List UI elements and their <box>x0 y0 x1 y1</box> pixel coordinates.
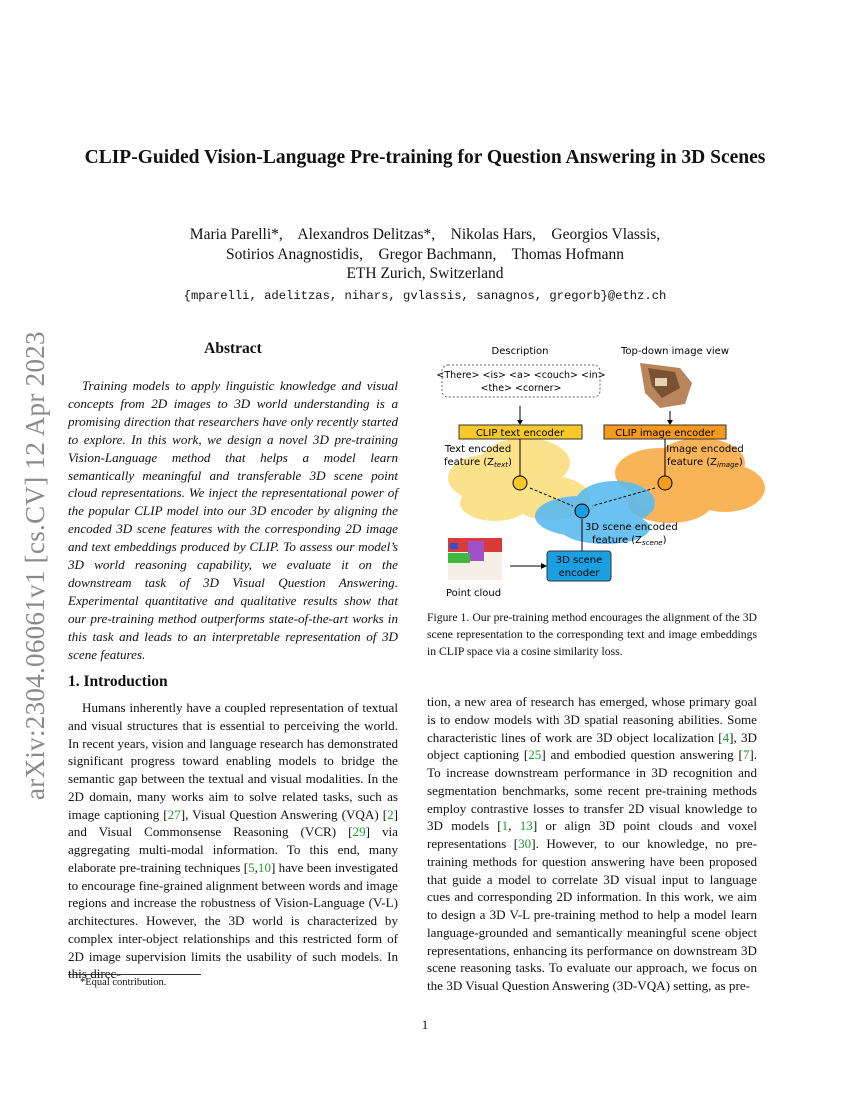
description-line-1: <There> <is> <a> <couch> <in> <box>436 370 606 381</box>
text-run: ] via aggregating multi-modal information. To this end, many elaborate pre-training techniques [ <box>68 824 398 875</box>
text-run: Humans inherently have a coupled representation of textual and visual structures that is essential to perceiving the world. In recent years, vision and language research has demonstrated significant progress toward enabling models to bridge the semantic gap between the textual and visual modalities. In the 2D domain, many works aim to solve related tasks, such as image captioning [ <box>68 700 398 822</box>
figure-1 <box>430 338 775 600</box>
text-run: ], 3D object captioning [ <box>427 729 757 763</box>
intro-paragraph-left <box>68 699 398 983</box>
point-cloud-image <box>448 538 502 580</box>
text-run: ] and embodied question answering [ <box>541 747 743 763</box>
text-feature-node <box>513 476 527 490</box>
scene-feature-label-1: 3D scene encoded <box>585 522 678 533</box>
text-run: ] or align 3D point clouds and voxel representations [ <box>427 818 758 851</box>
citation-link[interactable]: 30 <box>518 836 532 851</box>
scene-encoder-label-1: 3D scene <box>555 555 603 566</box>
citation-link[interactable]: 1 <box>501 818 509 834</box>
citation-link[interactable]: 2 <box>387 806 394 822</box>
clip-text-encoder-label: CLIP text encoder <box>475 428 565 439</box>
text-run: ], Visual Question Answering (VQA) [ <box>180 806 388 822</box>
description-line-2: <the> <corner> <box>480 383 562 394</box>
image-view-label: Top-down image view <box>621 346 729 357</box>
text-feature-label-1: Text encoded <box>444 444 512 455</box>
text-feature-label-2: feature $(Z_{text})$ <box>444 457 512 469</box>
arxiv-identifier: arXiv:2304.06061v1 [cs.CV] 12 Apr 2023 <box>20 331 50 800</box>
figure-caption: Figure 1. Our pre-training method encourages the alignment of the 3D scene representation to the corresponding text and image embeddings in CLIP space via a cosine similarity loss. <box>427 611 757 659</box>
paper-title: CLIP-Guided Vision-Language Pre-training for Question Answering in 3D Scenes <box>84 147 766 168</box>
text-run: , <box>254 859 258 875</box>
text-run: ] have been investigated to encourage fine-grained alignment between words and image regions and increase the robustness of Vision-Language (V-L) architectures. However, the 3D world is characterized by complex inter-object relationships and this restricted form of 2D image supervision limits the usability of such models. In this direc- <box>68 859 398 982</box>
scene-feature-label-2: feature $(Z_{scene})$ <box>592 535 667 547</box>
point-cloud-label: Point cloud <box>446 588 502 599</box>
image-feature-label-1: Image encoded <box>666 444 744 455</box>
authors-line-2: Sotirios Anagnostidis, Gregor Bachmann, Thomas Hofmann <box>226 245 624 263</box>
citation-link[interactable]: 13 <box>519 818 533 834</box>
page-number: 1 <box>421 1017 429 1032</box>
citation-link[interactable]: 5 <box>248 859 255 875</box>
emails: {mparelli, adelitzas, nihars, gvlassis, sanagnos, gregorb}@ethz.ch <box>183 289 667 303</box>
top-down-image <box>640 363 692 408</box>
author-block <box>80 225 770 284</box>
citation-link[interactable]: 29 <box>352 824 366 840</box>
citation-link[interactable]: 4 <box>722 729 730 745</box>
text-run: ]. However, to our knowledge, no pre-training methods for question answering have been proposed that guide a model to correlate 3D visual input to language cues and corresponding 2D information. In this work, we aim to design a 3D V-L pre-training method to help a model learn language-grounded and semantically meaningful scene object representations, enhancing its performance on downstream 3D scene reasoning tasks. To evaluate our approach, we focus on the 3D Visual Question Answering (3D-VQA) setting, as pre- <box>427 836 757 993</box>
citation-link[interactable]: 10 <box>257 859 271 875</box>
intro-paragraph-right <box>427 693 757 995</box>
description-label: Description <box>491 346 549 357</box>
clip-image-encoder-label: CLIP image encoder <box>615 428 715 439</box>
image-feature-label-2: feature $(Z_{image})$ <box>667 457 743 469</box>
authors-line-1: Maria Parelli*, Alexandros Delitzas*, Nikolas Hars, Georgios Vlassis, <box>189 226 661 243</box>
footnote: *Equal contribution. <box>80 977 167 988</box>
text-run: ] and Visual Commonsense Reasoning (VCR) [ <box>68 806 398 840</box>
scene-feature-node <box>575 504 589 518</box>
text-run: tion, a new area of research has emerged, whose primary goal is to endow models with 3D spatial reasoning abilities. Some characteristic lines of work are 3D object localization [ <box>427 694 757 745</box>
text-run: ]. To increase downstream performance in 3D recognition and segmentation benchmarks, some recent pre-training methods employ contrastive losses to transfer 2D visual knowledge to 3D models [ <box>427 747 758 834</box>
affiliation: ETH Zurich, Switzerland <box>346 265 504 282</box>
footnote-rule <box>68 974 201 975</box>
scene-encoder-label-2: encoder <box>558 568 600 579</box>
text-run: , <box>508 818 520 834</box>
citation-link[interactable]: 7 <box>742 747 750 763</box>
abstract-text: Training models to apply linguistic knowledge and visual concepts from 2D images to 3D world understanding is a promising direction that researchers have only recently started to explore. In this work, we design a novel 3D pre-training Vision-Language method that helps a model learn semantically meaningful and transferable 3D scene point cloud representations. We inject the representational power of the popular CLIP model into our 3D encoder by aligning the encoded 3D scene features with the corresponding 2D image and text embeddings produced by CLIP. To assess our model’s 3D world reasoning capability, we evaluate it on the downstream task of 3D Visual Question Answering. Experimental quantitative and qualitative results show that our pre-training method outperforms state-of-the-art works in this task and leads to an interpretable representation of 3D scene features. <box>68 378 398 662</box>
section-heading-introduction: 1. Introduction <box>68 673 168 690</box>
citation-link[interactable]: 25 <box>528 747 542 763</box>
citation-link[interactable]: 27 <box>167 806 181 822</box>
image-feature-node <box>658 476 672 490</box>
abstract-heading: Abstract <box>204 340 262 357</box>
